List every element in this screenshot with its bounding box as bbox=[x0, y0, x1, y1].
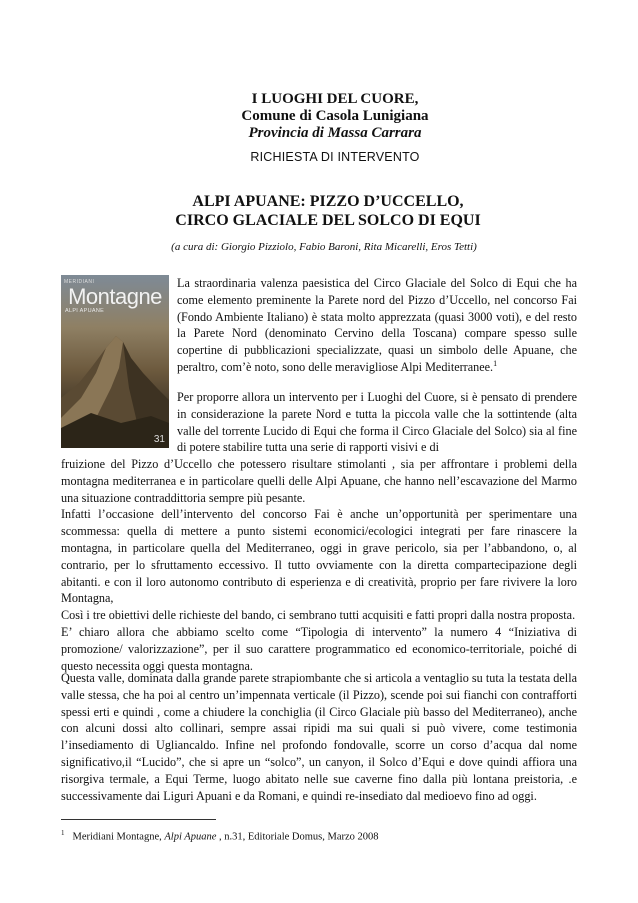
authors-line: (a cura di: Giorgio Pizziolo, Fabio Baroni, Rita Micarelli, Eros Tetti) bbox=[171, 241, 477, 253]
footnote-divider bbox=[61, 819, 216, 820]
cover-brand: MERIDIANI bbox=[64, 279, 95, 285]
magazine-cover-image bbox=[61, 275, 169, 448]
footnote-text-post: , n.31, Editoriale Domus, Marzo 2008 bbox=[216, 831, 379, 843]
paragraph-1 bbox=[177, 275, 577, 376]
document-title-line2: CIRCO GLACIALE DEL SOLCO DI EQUI bbox=[175, 212, 481, 229]
footnote-text-italic: Alpi Apuane bbox=[164, 831, 217, 843]
footnote bbox=[61, 829, 379, 843]
body-continued bbox=[61, 456, 577, 674]
cover-logo: Montagne bbox=[68, 284, 162, 309]
header-title: I LUOGHI DEL CUORE, bbox=[251, 91, 419, 107]
header-municipality: Comune di Casola Lunigiana bbox=[241, 108, 429, 124]
cover-issue-number: 31 bbox=[153, 434, 165, 445]
footnote-ref[interactable]: 1 bbox=[493, 358, 498, 368]
paragraph-1-text: La straordinaria valenza paesistica del Circo Glaciale del Solco di Equi che ha come elemento preminente la Parete nord del Pizzo d’Uccello, nel concorso Fai (Fondo Ambiente Italiano) è stata molto apprezzata (quasi 3000 voti), e del resto la Parete Nord (denominato Cervino della Toscana) compare spesso sulle copertine di pubblicazioni specializzate, quasi un simbolo delle Apuane, che peraltro, com’è noto, sono delle meravigliose Alpi Mediterranee. bbox=[177, 276, 577, 374]
cover-subtitle: ALPI APUANE bbox=[65, 308, 105, 314]
document-title-line1: ALPI APUANE: PIZZO D’UCCELLO, bbox=[192, 193, 464, 210]
header-province: Provincia di Massa Carrara bbox=[248, 125, 422, 141]
paragraph-2-start: Per proporre allora un intervento per i Luoghi del Cuore, si è pensato di prendere in considerazione la parete Nord e tutta la piccola valle che la sottintende (alta valle del torrente Lucido di Equi che forma il Circo Glaciale del Solco) sia al fine di potere stabilire tutta una serie di rapporti visivi e di bbox=[177, 390, 577, 455]
paragraph-3: Infatti l’occasione dell’intervento del concorso Fai è anche un’opportunità per sperimentare una scommessa: quella di mettere a punto sistemi economici/ecologici integrati per fare rinascere la montagna, in particolare quella del Mediterraneo, oggi in grave pericolo, sia per l’abbandono, o, al contrario, per lo sfruttamento eccessivo. Il tutto ovviamente con la diretta compartecipazione degli abitanti. e con il loro autonomo contributo di esperienza e di creatività, proprio per fare rivivere la loro Montagna, bbox=[61, 507, 577, 606]
footnote-number: 1 bbox=[61, 829, 65, 837]
request-label: RICHIESTA DI INTERVENTO bbox=[250, 150, 420, 164]
mountain-illustration bbox=[61, 328, 169, 448]
paragraph-5: E’ chiaro allora che abbiamo scelto come “Tipologia di intervento” la numero 4 “Iniziativa di promozione/ valorizzazione”, per il suo carattere programmatico ed economico-territoriale, poiché di questo necessita oggi questa montagna. bbox=[61, 624, 577, 673]
paragraph-4: Così i tre obiettivi delle richieste del bando, ci sembrano tutti acquisiti e fatti propri dalla nostra proposta. bbox=[61, 608, 576, 623]
paragraph-2-end: fruizione del Pizzo d’Uccello che potessero risultare stimolanti , sia per affrontare i problemi della montagna mediterranea e in particolare quelli delle Alpi Apuane, che hanno nell’escavazione del Marmo una situazione contraddittoria sempre più pesante. bbox=[61, 457, 577, 505]
footnote-text-pre: Meridiani Montagne, bbox=[72, 831, 165, 843]
paragraph-6: Questa valle, dominata dalla grande parete strapiombante che si articola a ventaglio su tuta la testata della valle stessa, che ha poi al centro un’impennata verticale (il Pizzo), scende poi sui fianchi con contrafforti spessi erti e quindi , come a chiudere la conchiglia (il Circo Glaciale più basso del Mediterraneo), anche con alcuni dossi alto collinari, sempre assai ripidi ma sui quali si può vivere, come testimonia l’insediamento di Ugliancaldo. Infine nel profondo fondovalle, scorre un corso d’acqua dal nome significativo,il “Lucido”, che si apre un “solco”, un canyon, il Solco d’Equi e dove quindi affiora una risorgiva termale, a Equi Terme, luogo abitato nelle sue caverne fino dalla più lontana preistoria, .e successivamente dai Liguri Apuani e da Romani, e quindi re-insediato dal medioevo fino ad oggi. bbox=[61, 671, 577, 803]
